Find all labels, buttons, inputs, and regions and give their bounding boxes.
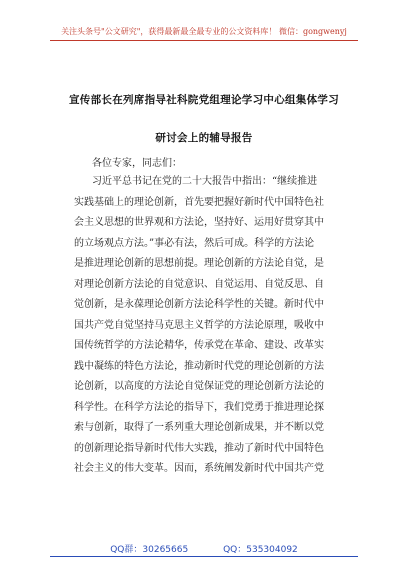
body-line: 习近平总书记在党的二十大报告中指出：“继续推进	[92, 176, 318, 187]
body-line: 论创新，以高度的方法论自觉保证党的理论创新方法论的	[74, 381, 324, 392]
page-footer	[0, 542, 408, 555]
footer-qq: QQ：535304092	[223, 545, 298, 555]
footer-qq-group: QQ群：30265665	[110, 545, 189, 555]
body-line: 索与创新，取得了一系列重大理论创新成果，并不断以党	[74, 422, 324, 433]
body-line: 的立场观点方法。”事必有法，然后可成。科学的方法论	[74, 237, 315, 249]
body-paragraph	[74, 172, 336, 480]
body-line: 科学性。在科学方法论的指导下，我们党勇于推进理论探	[74, 401, 324, 413]
document-title: 宣传部长在列席指导社科院党组理论学习中心组集体学习	[69, 94, 339, 106]
page-header	[0, 0, 408, 44]
document-subtitle: 研讨会上的辅导报告	[155, 132, 253, 144]
body-line: 觉创新，是永葆理论创新方法论科学性的关键。新时代中	[74, 299, 324, 310]
header-promo-text: 关注头条号"公文研究"，获得最新最全最专业的公文资料库！ 微信：gongwenyj	[61, 27, 347, 36]
body-line: 国共产党自觉坚持马克思主义哲学的方法论原理，吸收中	[74, 319, 324, 331]
body-line: 践中凝练的特色方法论，推动新时代党的理论创新的方法	[74, 360, 324, 372]
body-line: 会主义思想的世界观和方法论，坚持好、运用好贯穿其中	[74, 217, 324, 228]
body-line: 社会主义的伟大变革。因而，系统阐发新时代中国共产党	[74, 463, 324, 474]
footer-divider	[50, 556, 358, 557]
body-line: 对理论创新方法论的自觉意识、自觉运用、自觉反思、自	[74, 278, 324, 290]
body-line: 国传统哲学的方法论精华，传承党在革命、建设、改革实	[74, 340, 324, 351]
header-divider	[50, 40, 358, 41]
body-line: 是推进理论创新的思想前提。理论创新的方法论自觉，是	[74, 258, 324, 269]
salutation: 各位专家，同志们：	[92, 158, 182, 169]
body-line: 的创新理论指导新时代伟大实践，推动了新时代中国特色	[74, 442, 324, 454]
body-line: 实践基础上的理论创新，首先要把握好新时代中国特色社	[74, 196, 324, 208]
